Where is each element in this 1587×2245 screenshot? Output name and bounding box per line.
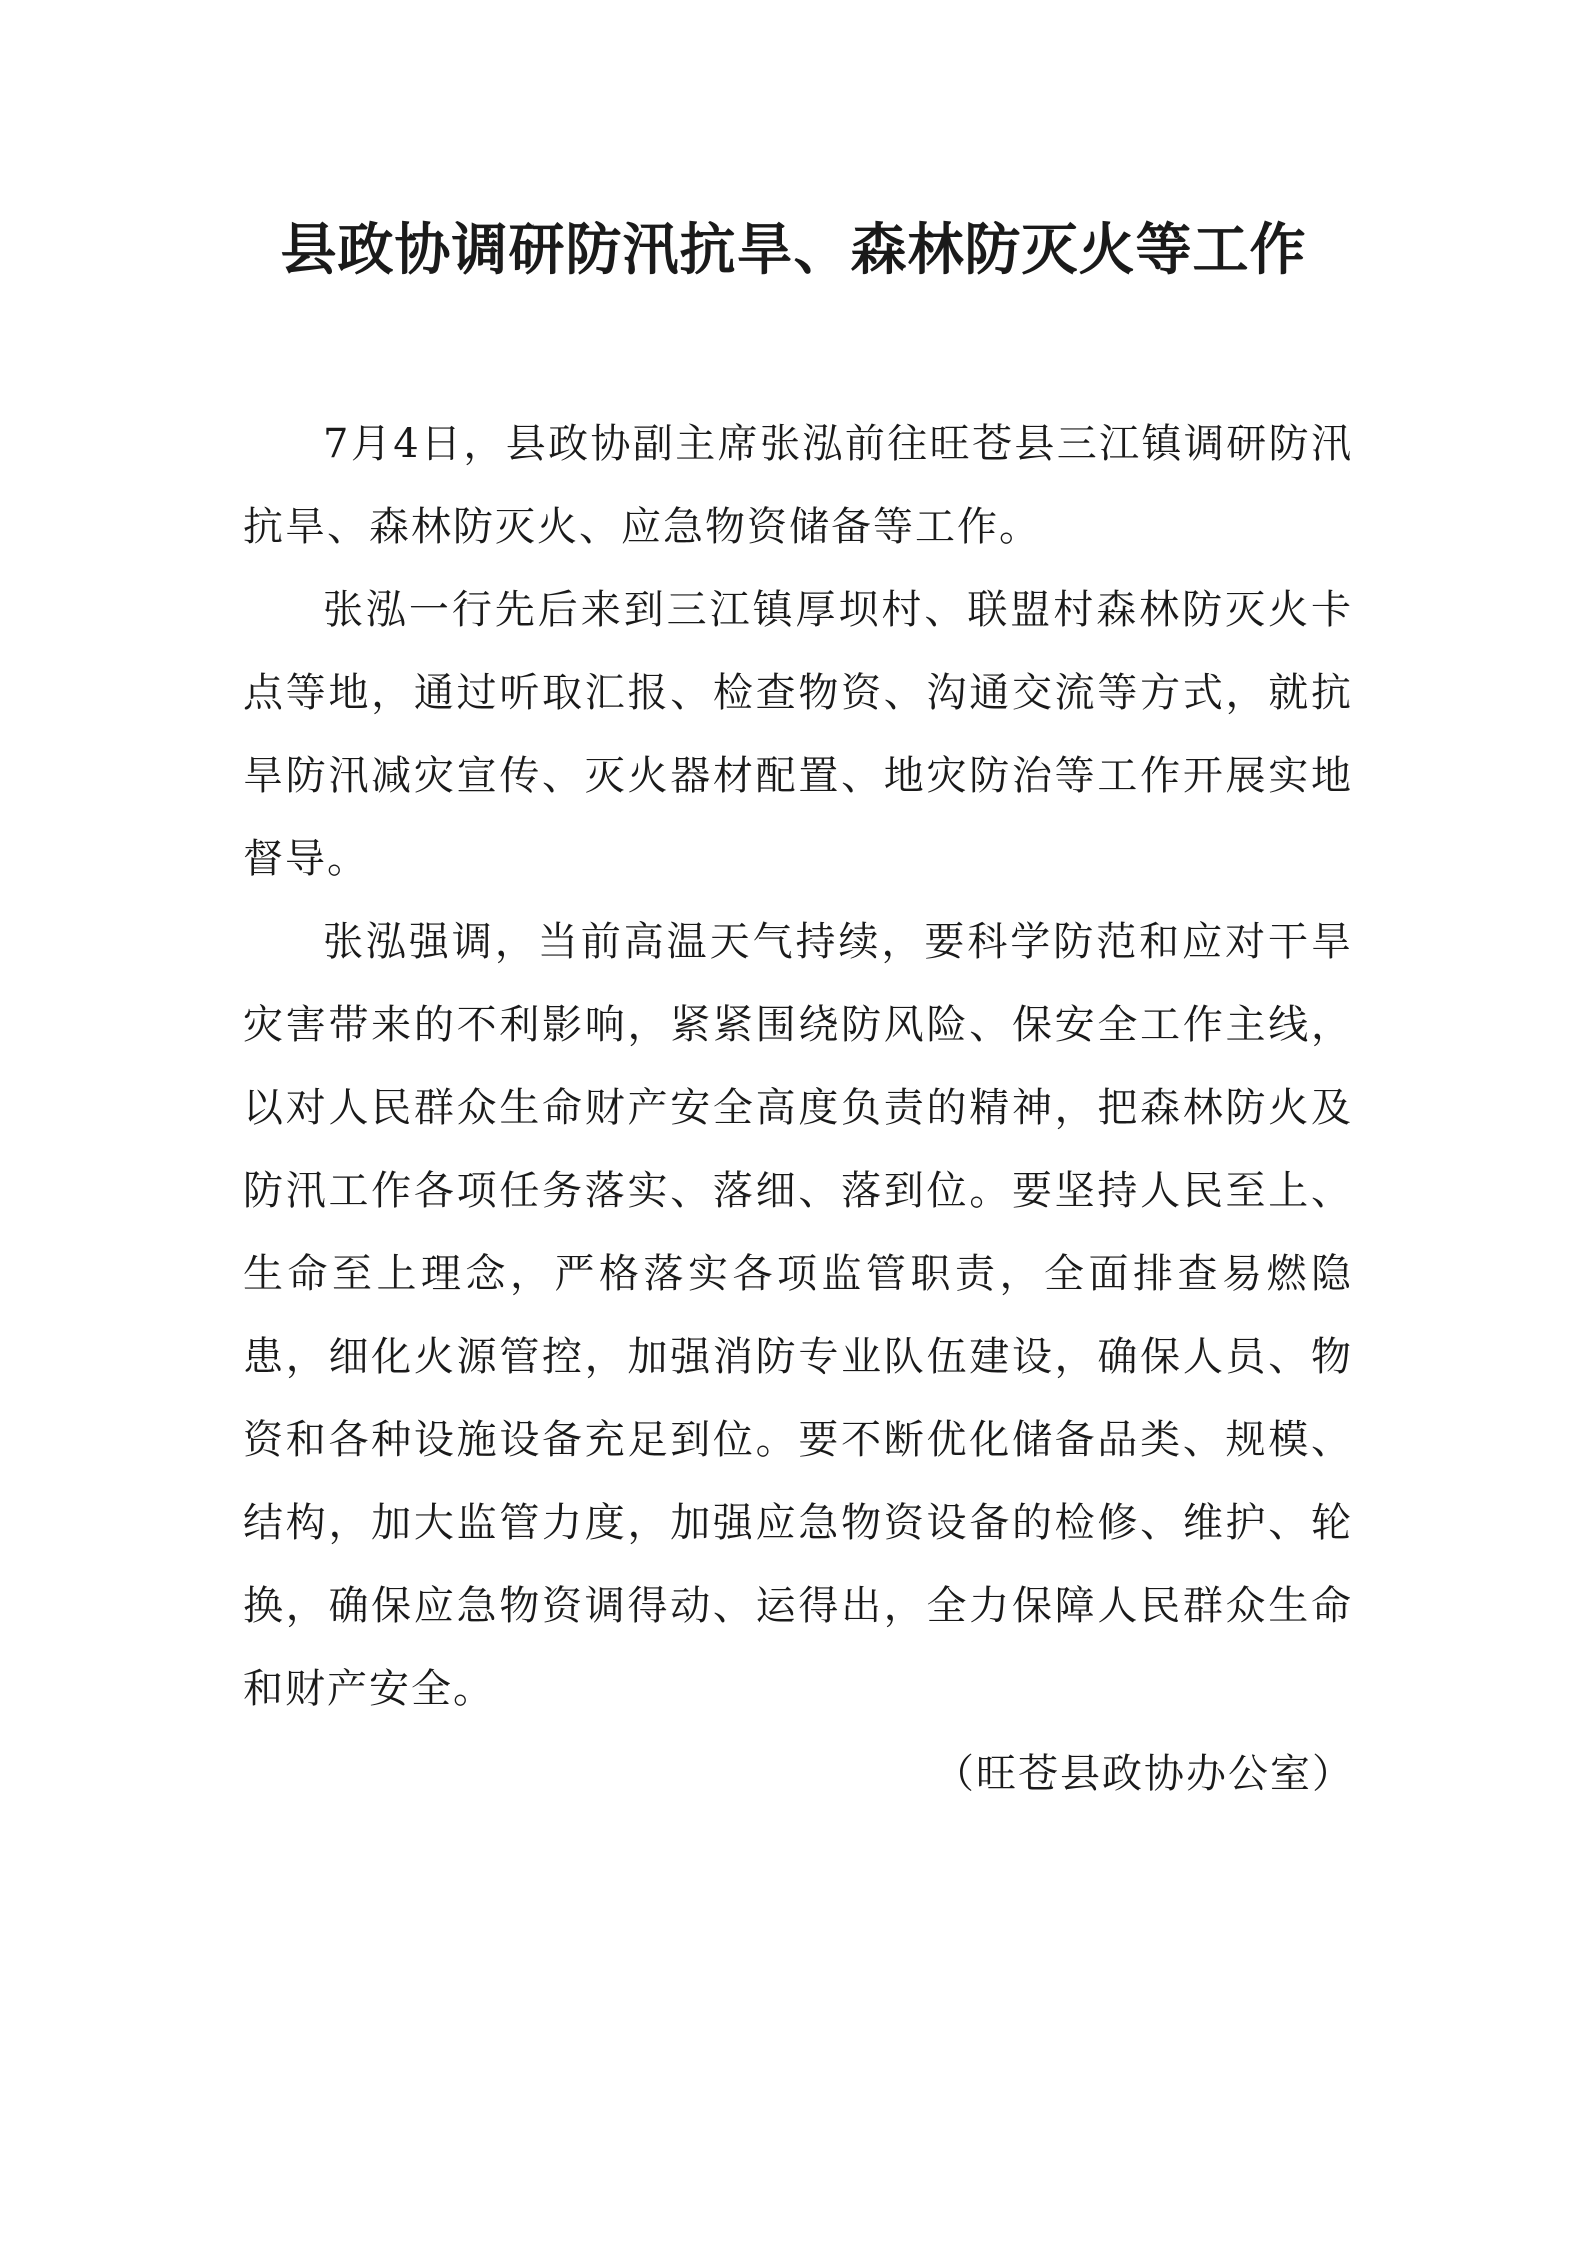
- signature: （旺苍县政协办公室）: [934, 1751, 1354, 1797]
- article-body: [243, 403, 1353, 1731]
- paragraph-1: 7月4日，县政协副主席张泓前往旺苍县三江镇调研防汛抗旱、森林防灭火、应急物资储备等工作。: [243, 421, 1353, 550]
- paragraph-3: 张泓强调，当前高温天气持续，要科学防范和应对干旱灾害带来的不利影响，紧紧围绕防风险、保安全工作主线，以对人民群众生命财产安全高度负责的精神，把森林防火及防汛工作各项任务落实、落细、落到位。要坚持人民至上、生命至上理念，严格落实各项监管职责，全面排查易燃隐患，细化火源管控，加强消防专业队伍建设，确保人员、物资和各种设施设备充足到位。要不断优化储备品类、规模、结构，加大监管力度，加强应急物资设备的检修、维护、轮换，确保应急物资调得动、运得出，全力保障人民群众生命和财产安全。: [243, 919, 1353, 1712]
- paragraph-2: 张泓一行先后来到三江镇厚坝村、联盟村森林防灭火卡点等地，通过听取汇报、检查物资、沟通交流等方式，就抗旱防汛减灾宣传、灭火器材配置、地灾防治等工作开展实地督导。: [243, 587, 1353, 882]
- page-title: 县政协调研防汛抗旱、森林防灭火等工作: [280, 217, 1307, 283]
